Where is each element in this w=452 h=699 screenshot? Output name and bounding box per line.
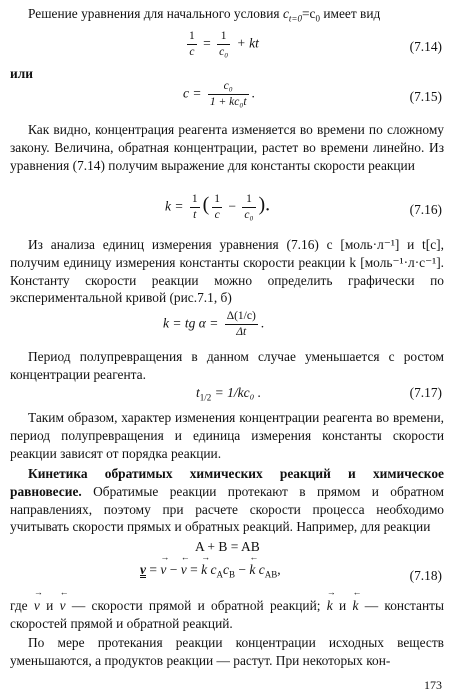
backward-arrow-icon: ← bbox=[249, 552, 259, 562]
equation-number-7-18: (7.18) bbox=[409, 568, 442, 583]
equation-slope: k = tg α = $\frac{\Delta(1/c)}{\Delta t}$ . bbox=[163, 310, 265, 338]
backward-arrow-icon: ← bbox=[59, 587, 69, 597]
paragraph-rate-definitions: где → v и ← v — скорости прямой и обратной реакций; → k и ← k — константы скоростей прямой и обратной реакций. bbox=[10, 587, 444, 631]
paragraph-concentration: Как видно, концентрация реагента изменяется во времени по сложному закону. Величина, обратная концентрации, растет во времени линейно. Из уравнения (7.14) получим выражение для константы скорости реакции bbox=[10, 122, 444, 173]
equation-7-18: v = → v − ← v = → k $c_Ac_B$ − ← k $c_{AB}$, bbox=[140, 552, 281, 580]
reaction-equation: A + B = AB bbox=[195, 539, 260, 554]
paragraph-half-life: Период полупревращения в данном случае уменьшается с ростом концентрации реагента. bbox=[10, 349, 444, 382]
section-heading: Кинетика обратимых химических реакций и химическое равновесие. bbox=[10, 466, 444, 499]
equation-7-17: $t_{1/2} = 1/kc_0$ . bbox=[196, 385, 262, 403]
intro-line: Решение уравнения для начального условия $c_{t=0}=c_0$ имеет вид bbox=[28, 6, 381, 24]
forward-arrow-icon: → bbox=[160, 552, 170, 562]
page-number: 173 bbox=[424, 678, 442, 692]
paragraph-equilibrium-start: По мере протекания реакции концентрации исходных веществ уменьшаются, а продуктов реакции — растут. При некоторых кон- bbox=[10, 635, 444, 668]
equation-number-7-16: (7.16) bbox=[409, 202, 442, 217]
paragraph-summary: Таким образом, характер изменения концентрации реагента во времени, период полупревращения и единица измерения константы скорости реакции зависят от порядка реакции. bbox=[10, 410, 444, 461]
equation-7-15: c = $\frac{\text{c₀}}{\text{1 + kc₀t}}$ . bbox=[183, 80, 255, 108]
forward-arrow-icon: → bbox=[326, 587, 336, 597]
equation-number-7-14: (7.14) bbox=[409, 39, 442, 54]
backward-arrow-icon: ← bbox=[180, 552, 190, 562]
paragraph-reversible: Кинетика обратимых химических реакций и химическое равновесие. Обратимые реакции протекают в прямом и обратном направлениях, поэтому при расчете скорости процесса необходимо учитывать скорости прямых и обратных реакций. Например, для реакции bbox=[10, 466, 444, 535]
equation-7-14: $\frac{1}{c}$ = $\frac{1}{\text{c₀}}$ + kt bbox=[189, 30, 259, 58]
equation-number-7-17: (7.17) bbox=[409, 385, 442, 400]
forward-arrow-icon: → bbox=[33, 587, 43, 597]
equation-number-7-15: (7.15) bbox=[409, 89, 442, 104]
forward-arrow-icon: → bbox=[201, 552, 211, 562]
backward-arrow-icon: ← bbox=[352, 587, 362, 597]
paragraph-units: Из анализа единиц измерения уравнения (7.16) c [моль·л⁻¹] и t[c], получим единицу измерения константы скорости реакции k [моль⁻¹·л·c⁻¹]. Константу скорости реакции можно определить графически по экспериментальной кривой (рис.7.1, б) bbox=[10, 237, 444, 306]
equation-7-16: k = $\frac{1}{t}$ ( $\frac{1}{c}$ − $\frac{1}{\text{c₀}}$ ). bbox=[165, 193, 271, 221]
or-label: или bbox=[10, 66, 33, 81]
